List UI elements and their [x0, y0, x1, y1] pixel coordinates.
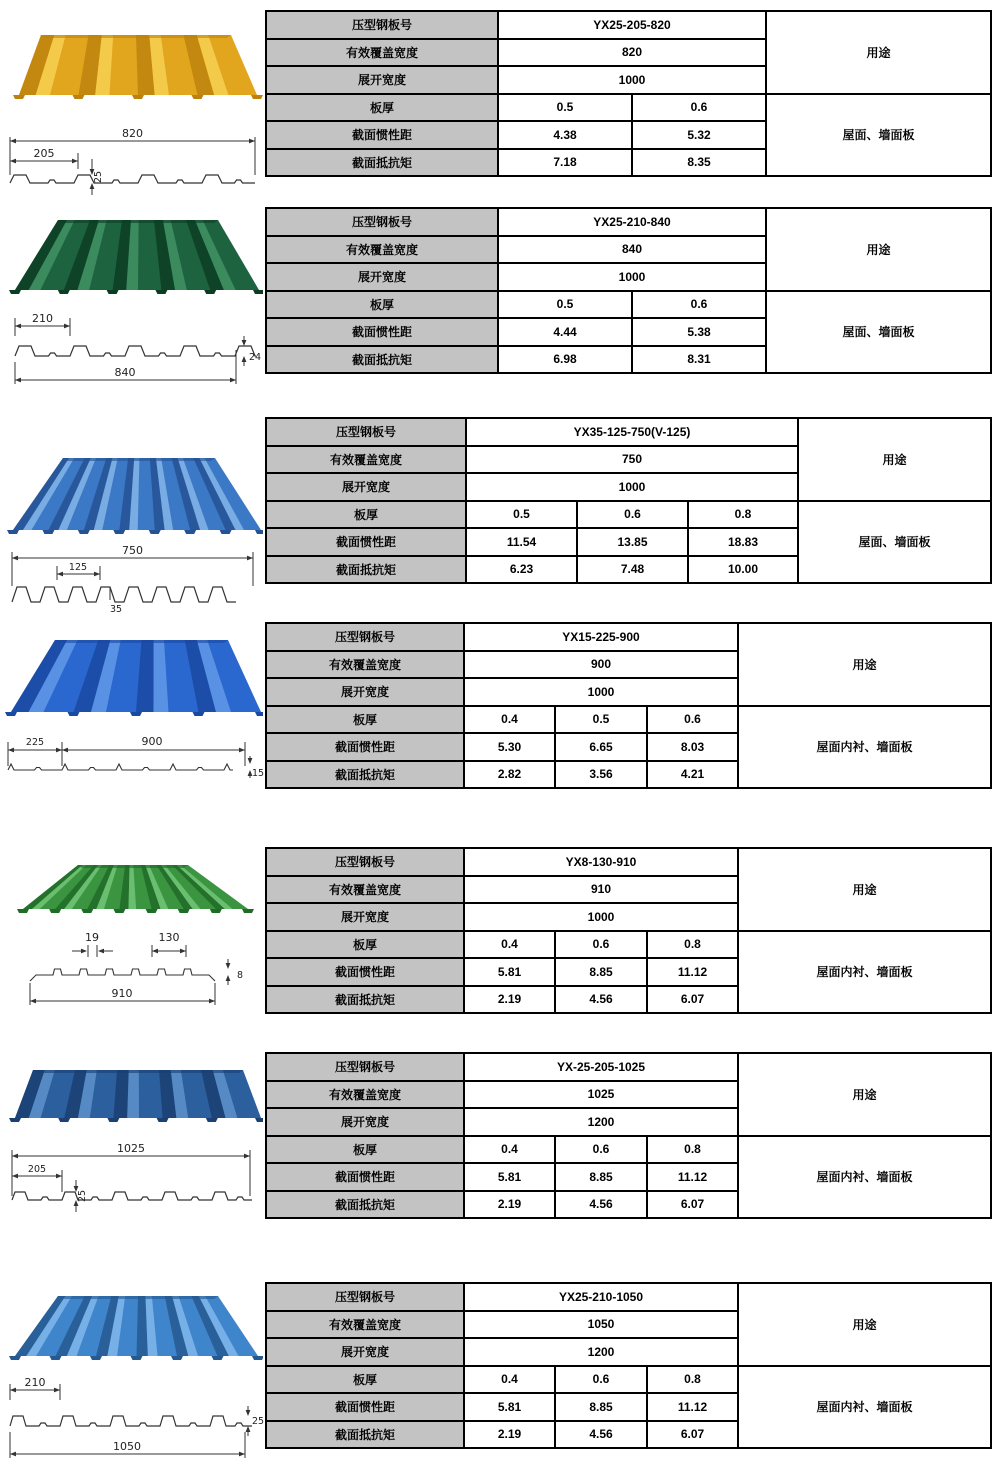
inertia-value-cell: 11.54	[466, 528, 577, 556]
inertia-value-cell: 5.38	[632, 318, 766, 346]
profile-drawing-svg	[0, 925, 265, 1011]
thickness-value-cell: 0.6	[555, 1136, 647, 1164]
resistance-value-cell: 2.19	[464, 1191, 555, 1219]
spec-table	[265, 622, 992, 789]
spec-row-label: 截面抵抗矩	[266, 346, 498, 374]
spec-row-label: 板厚	[266, 1366, 464, 1394]
model-number-cell: YX15-225-900	[464, 623, 738, 651]
spec-row-label: 截面抵抗矩	[266, 1421, 464, 1449]
dimension-label: 910	[111, 987, 133, 1000]
resistance-value-cell: 2.19	[464, 1421, 555, 1449]
product-section	[0, 1282, 993, 1460]
product-section	[0, 847, 993, 1014]
thickness-value-cell: 0.8	[647, 1366, 738, 1394]
dimension-label: 25	[251, 1416, 265, 1427]
usage-header-cell: 用途	[798, 418, 991, 501]
profile-drawing-svg	[0, 726, 265, 784]
thickness-value-cell: 0.5	[466, 501, 577, 529]
dimension-label: 130	[158, 931, 180, 944]
profile-drawing	[0, 726, 265, 784]
spec-table	[265, 1282, 992, 1449]
spec-row-label: 截面惯性距	[266, 733, 464, 761]
inertia-value-cell: 11.12	[647, 1163, 738, 1191]
spec-row-label: 压型钢板号	[266, 11, 498, 39]
sheet-photo	[3, 212, 263, 306]
profile-drawing-svg	[0, 1134, 265, 1226]
unfolded-width-cell: 1000	[464, 678, 738, 706]
resistance-value-cell: 6.07	[647, 1421, 738, 1449]
thickness-value-cell: 0.8	[647, 931, 738, 959]
effective-width-cell: 1025	[464, 1081, 738, 1109]
profile-drawing-svg	[0, 306, 265, 388]
spec-row-label: 展开宽度	[266, 1338, 464, 1366]
sheet-photo	[3, 1064, 263, 1134]
usage-value-cell: 屋面内衬、墙面板	[738, 931, 991, 1014]
model-number-cell: YX25-205-820	[498, 11, 766, 39]
inertia-value-cell: 8.85	[555, 1393, 647, 1421]
dimension-label: 820	[122, 127, 143, 140]
inertia-value-cell: 11.12	[647, 958, 738, 986]
spec-row-label: 板厚	[266, 931, 464, 959]
spec-row-label: 截面惯性距	[266, 528, 466, 556]
unfolded-width-cell: 1000	[498, 263, 766, 291]
spec-row-label: 截面抵抗矩	[266, 761, 464, 789]
spec-row-label: 板厚	[266, 94, 498, 122]
spec-row-label: 有效覆盖宽度	[266, 651, 464, 679]
profile-drawing	[0, 1134, 265, 1226]
dimension-label: 840	[114, 366, 136, 379]
inertia-value-cell: 5.81	[464, 1393, 555, 1421]
dimension-label: 1025	[117, 1142, 145, 1155]
spec-row-label: 截面惯性距	[266, 958, 464, 986]
profile-drawing	[0, 544, 265, 614]
spec-row-label: 压型钢板号	[266, 848, 464, 876]
inertia-value-cell: 11.12	[647, 1393, 738, 1421]
resistance-value-cell: 7.48	[577, 556, 688, 584]
spec-table	[265, 1052, 992, 1219]
spec-row-label: 展开宽度	[266, 66, 498, 94]
profile-drawing	[0, 1374, 265, 1460]
inertia-value-cell: 8.85	[555, 958, 647, 986]
dimension-label: 225	[25, 737, 45, 748]
spec-row-label: 有效覆盖宽度	[266, 446, 466, 474]
thickness-value-cell: 0.6	[555, 931, 647, 959]
resistance-value-cell: 6.07	[647, 986, 738, 1014]
effective-width-cell: 1050	[464, 1311, 738, 1339]
product-section	[0, 1052, 993, 1226]
sheet-photo-svg	[3, 442, 263, 544]
product-illustration	[0, 622, 265, 784]
spec-row-label: 展开宽度	[266, 1108, 464, 1136]
profile-drawing-svg	[0, 544, 265, 614]
thickness-value-cell: 0.4	[464, 1366, 555, 1394]
sheet-photo-svg	[3, 632, 263, 726]
spec-table	[265, 847, 992, 1014]
spec-row-label: 有效覆盖宽度	[266, 876, 464, 904]
usage-header-cell: 用途	[738, 1053, 991, 1136]
profile-drawing	[0, 115, 265, 201]
resistance-value-cell: 6.23	[466, 556, 577, 584]
effective-width-cell: 900	[464, 651, 738, 679]
spec-table	[265, 207, 992, 374]
resistance-value-cell: 10.00	[688, 556, 798, 584]
spec-row-label: 有效覆盖宽度	[266, 39, 498, 67]
inertia-value-cell: 6.65	[555, 733, 647, 761]
product-illustration	[0, 10, 265, 201]
usage-value-cell: 屋面内衬、墙面板	[738, 1366, 991, 1449]
resistance-value-cell: 3.56	[555, 761, 647, 789]
dimension-label: 15	[251, 768, 265, 779]
sheet-photo-svg	[3, 1064, 263, 1134]
unfolded-width-cell: 1000	[498, 66, 766, 94]
usage-value-cell: 屋面、墙面板	[766, 291, 991, 374]
dimension-label: 125	[68, 562, 88, 573]
effective-width-cell: 840	[498, 236, 766, 264]
sheet-photo	[3, 632, 263, 726]
spec-row-label: 板厚	[266, 706, 464, 734]
thickness-value-cell: 0.4	[464, 931, 555, 959]
product-illustration	[0, 417, 265, 614]
product-illustration	[0, 207, 265, 388]
unfolded-width-cell: 1200	[464, 1108, 738, 1136]
thickness-value-cell: 0.4	[464, 1136, 555, 1164]
resistance-value-cell: 4.56	[555, 1421, 647, 1449]
dimension-label: 210	[32, 312, 53, 325]
dimension-label: 19	[85, 931, 99, 944]
product-section	[0, 10, 993, 201]
spec-row-label: 截面抵抗矩	[266, 986, 464, 1014]
product-section	[0, 417, 993, 614]
spec-row-label: 截面抵抗矩	[266, 1191, 464, 1219]
model-number-cell: YX8-130-910	[464, 848, 738, 876]
resistance-value-cell: 6.98	[498, 346, 632, 374]
unfolded-width-cell: 1200	[464, 1338, 738, 1366]
thickness-value-cell: 0.6	[555, 1366, 647, 1394]
usage-header-cell: 用途	[766, 208, 991, 291]
sheet-photo	[3, 25, 263, 115]
inertia-value-cell: 5.81	[464, 958, 555, 986]
spec-row-label: 展开宽度	[266, 473, 466, 501]
dimension-label: 35	[109, 604, 123, 614]
profile-drawing	[0, 925, 265, 1011]
spec-row-label: 板厚	[266, 501, 466, 529]
inertia-value-cell: 13.85	[577, 528, 688, 556]
usage-value-cell: 屋面内衬、墙面板	[738, 1136, 991, 1219]
sheet-photo-svg	[3, 1290, 263, 1374]
spec-row-label: 有效覆盖宽度	[266, 1081, 464, 1109]
usage-value-cell: 屋面、墙面板	[798, 501, 991, 584]
unfolded-width-cell: 1000	[464, 903, 738, 931]
model-number-cell: YX25-210-1050	[464, 1283, 738, 1311]
spec-row-label: 压型钢板号	[266, 1053, 464, 1081]
profile-drawing-svg	[0, 1374, 265, 1460]
product-section	[0, 622, 993, 789]
usage-header-cell: 用途	[738, 848, 991, 931]
thickness-value-cell: 0.6	[577, 501, 688, 529]
profile-drawing	[0, 306, 265, 388]
resistance-value-cell: 4.56	[555, 1191, 647, 1219]
resistance-value-cell: 8.31	[632, 346, 766, 374]
dimension-label: 25	[77, 1189, 88, 1203]
usage-header-cell: 用途	[738, 623, 991, 706]
resistance-value-cell: 8.35	[632, 149, 766, 177]
dimension-label: 750	[122, 544, 143, 557]
dimension-label: 210	[24, 1376, 46, 1389]
inertia-value-cell: 5.32	[632, 121, 766, 149]
inertia-value-cell: 8.03	[647, 733, 738, 761]
spec-row-label: 压型钢板号	[266, 623, 464, 651]
dimension-label: 900	[141, 735, 163, 748]
resistance-value-cell: 2.82	[464, 761, 555, 789]
thickness-value-cell: 0.8	[647, 1136, 738, 1164]
inertia-value-cell: 4.44	[498, 318, 632, 346]
model-number-cell: YX-25-205-1025	[464, 1053, 738, 1081]
resistance-value-cell: 7.18	[498, 149, 632, 177]
spec-row-label: 有效覆盖宽度	[266, 1311, 464, 1339]
product-illustration	[0, 1282, 265, 1460]
thickness-value-cell: 0.8	[688, 501, 798, 529]
thickness-value-cell: 0.5	[498, 94, 632, 122]
resistance-value-cell: 4.21	[647, 761, 738, 789]
product-illustration	[0, 1052, 265, 1226]
spec-row-label: 展开宽度	[266, 678, 464, 706]
model-number-cell: YX35-125-750(V-125)	[466, 418, 798, 446]
spec-row-label: 截面抵抗矩	[266, 149, 498, 177]
usage-header-cell: 用途	[738, 1283, 991, 1366]
spec-row-label: 压型钢板号	[266, 418, 466, 446]
product-illustration	[0, 847, 265, 1011]
spec-row-label: 截面惯性距	[266, 121, 498, 149]
dimension-label: 25	[93, 170, 104, 184]
sheet-photo-svg	[3, 25, 263, 115]
profile-drawing-svg	[0, 115, 265, 201]
dimension-label: 205	[33, 147, 55, 160]
thickness-value-cell: 0.6	[632, 94, 766, 122]
spec-row-label: 截面惯性距	[266, 1163, 464, 1191]
sheet-photo	[3, 442, 263, 544]
resistance-value-cell: 4.56	[555, 986, 647, 1014]
spec-row-label: 截面惯性距	[266, 318, 498, 346]
usage-value-cell: 屋面、墙面板	[766, 94, 991, 177]
spec-row-label: 展开宽度	[266, 263, 498, 291]
effective-width-cell: 820	[498, 39, 766, 67]
dimension-label: 8	[236, 970, 244, 981]
spec-row-label: 压型钢板号	[266, 1283, 464, 1311]
dimension-label: 1050	[113, 1440, 141, 1453]
usage-value-cell: 屋面内衬、墙面板	[738, 706, 991, 789]
sheet-photo	[3, 1290, 263, 1374]
thickness-value-cell: 0.4	[464, 706, 555, 734]
inertia-value-cell: 4.38	[498, 121, 632, 149]
dimension-label: 24	[248, 352, 262, 363]
thickness-value-cell: 0.5	[555, 706, 647, 734]
spec-row-label: 板厚	[266, 291, 498, 319]
spec-table	[265, 417, 992, 584]
spec-row-label: 截面惯性距	[266, 1393, 464, 1421]
sheet-photo	[3, 859, 263, 925]
thickness-value-cell: 0.5	[498, 291, 632, 319]
unfolded-width-cell: 1000	[466, 473, 798, 501]
effective-width-cell: 750	[466, 446, 798, 474]
spec-row-label: 展开宽度	[266, 903, 464, 931]
effective-width-cell: 910	[464, 876, 738, 904]
model-number-cell: YX25-210-840	[498, 208, 766, 236]
inertia-value-cell: 8.85	[555, 1163, 647, 1191]
spec-table	[265, 10, 992, 177]
spec-row-label: 截面抵抗矩	[266, 556, 466, 584]
sheet-photo-svg	[3, 212, 263, 306]
dimension-label: 205	[27, 1164, 47, 1175]
usage-header-cell: 用途	[766, 11, 991, 94]
spec-row-label: 压型钢板号	[266, 208, 498, 236]
spec-row-label: 板厚	[266, 1136, 464, 1164]
resistance-value-cell: 6.07	[647, 1191, 738, 1219]
thickness-value-cell: 0.6	[632, 291, 766, 319]
sheet-photo-svg	[3, 859, 263, 925]
resistance-value-cell: 2.19	[464, 986, 555, 1014]
product-section	[0, 207, 993, 388]
inertia-value-cell: 18.83	[688, 528, 798, 556]
inertia-value-cell: 5.81	[464, 1163, 555, 1191]
inertia-value-cell: 5.30	[464, 733, 555, 761]
spec-row-label: 有效覆盖宽度	[266, 236, 498, 264]
thickness-value-cell: 0.6	[647, 706, 738, 734]
